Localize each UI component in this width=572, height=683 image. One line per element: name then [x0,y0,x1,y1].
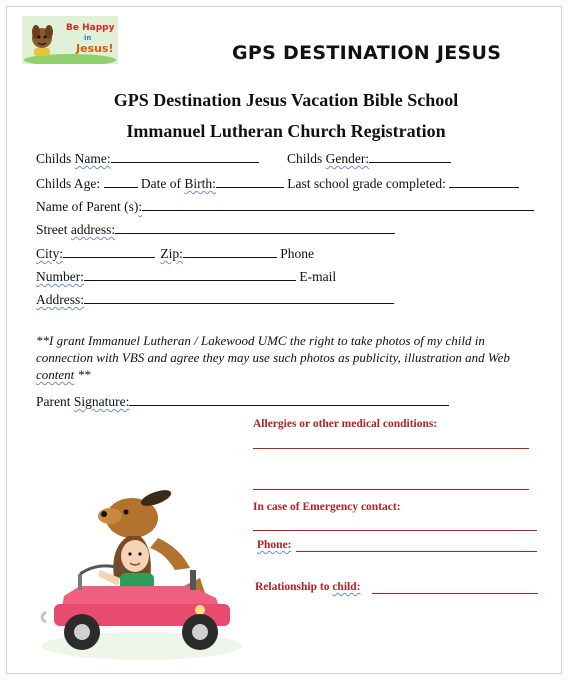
parent-signature-field[interactable] [129,393,449,406]
childs-gender-field[interactable] [369,150,451,163]
date-of-birth-field[interactable] [216,175,284,188]
svg-text:Jesus!: Jesus! [76,42,114,55]
childs-name-field[interactable] [111,150,259,163]
relationship-field[interactable] [372,593,538,594]
city-zip-row: City: Zip: Phone [36,246,315,261]
childs-age-row: Childs Age: Date of Birth: Last school grade completed: [36,175,519,192]
relationship-row: Relationship to child: [255,581,361,593]
last-grade-field[interactable] [449,175,519,188]
allergies-field-line-1[interactable] [253,448,529,449]
svg-text:Be Happy: Be Happy [66,23,115,33]
childs-age-field[interactable] [104,175,138,188]
childs-gender-row: Childs Gender: [287,150,451,167]
photo-consent-text: **I grant Immanuel Lutheran / Lakewood UMC the right to take photos of my child in connection with VBS and agree they may use such photos as publicity, illustration and Web content ** [36,333,510,382]
phone-number-field[interactable] [84,268,296,281]
form-subtitle: Immanuel Lutheran Church Registration [126,121,446,141]
dog-and-girl-in-jeep-illustration [40,478,245,663]
parent-name-field[interactable] [142,198,534,211]
city-field[interactable] [63,245,155,258]
street-address-field[interactable] [115,221,395,234]
emergency-phone-row: Phone: [257,539,292,551]
zip-field[interactable] [183,245,277,258]
phone-number-row: Number: E-mail [36,269,337,284]
email-address-field[interactable] [84,291,394,304]
emergency-contact-field[interactable] [253,530,537,531]
emergency-phone-field[interactable] [296,551,537,552]
allergies-label: Allergies or other medical conditions: [253,418,438,430]
allergies-field-line-2[interactable] [253,489,529,490]
email-address-row: Address: [36,291,394,308]
emergency-contact-label: In case of Emergency contact: [253,501,401,513]
header-title: GPS DESTINATION JESUS [232,42,502,64]
svg-text:in: in [84,34,92,42]
street-address-row: Street address: [36,221,395,238]
be-happy-in-jesus-logo [22,16,118,64]
form-title: GPS Destination Jesus Vacation Bible School [113,90,459,110]
parent-name-row: Name of Parent (s): [36,198,534,215]
parent-signature-row: Parent Signature: [36,393,449,410]
childs-name-row: Childs Name: [36,150,259,167]
